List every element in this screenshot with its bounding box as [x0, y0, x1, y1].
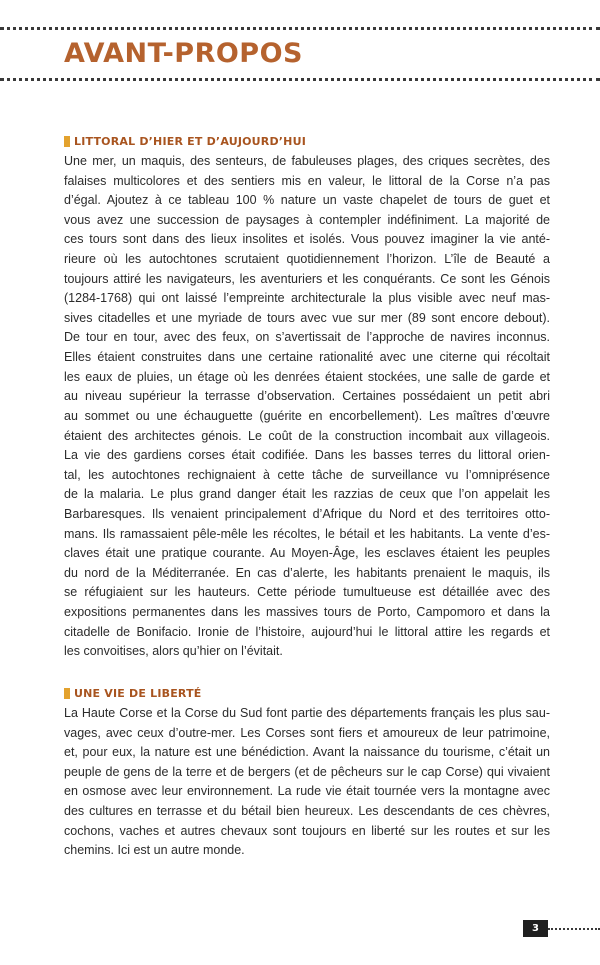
body-text-line: chemins. Ici est un autre monde. — [64, 843, 245, 858]
body-text-line: des cultures en terrasse et du bétail bien heureux. Les descendants de ces chèvres, — [64, 804, 550, 819]
footer-dotted-rule — [548, 928, 600, 930]
body-text-line: Une mer, un maquis, des senteurs, de fabuleuses plages, des criques secrètes, des — [64, 154, 550, 168]
body-text-line: Elles étaient construites dans une certaine rationalité avec une citerne qui récoltait — [64, 350, 550, 365]
body-text-line: sives citadelles et une myriade de tours avec vue sur mer (89 sont encore debout). — [64, 310, 550, 325]
body-text-line: toujours attiré les navigateurs, les aventuriers et les conquérants. Ce sont les Génois — [64, 271, 550, 286]
body-text-line: peuple de gens de la terre et de bergers (et de pêcheurs sur le cap Corse) qui vivaient — [64, 764, 550, 779]
body-text-line: les convoitises, alors qu’hier on l’évitait. — [64, 644, 283, 659]
heading-marker-icon — [64, 136, 70, 147]
top-dotted-rule — [0, 27, 600, 30]
body-text-line: La vie des gardiens corses était codifiée. Dans les basses terres du littoral orien- — [64, 448, 550, 463]
body-text-line: se réfugiaient sur les hauteurs. Cette période tumultueuse est détaillée avec des — [64, 585, 550, 600]
body-text-line: d’égal. Ajoutez à ce tableau 100 % nature un vaste chapelet de tours de guet et — [64, 193, 550, 208]
section-littoral — [64, 132, 550, 662]
body-text-line: les eaux de pluies, un étage où les denrées étaient stockées, une salle de garde et — [64, 369, 550, 384]
body-text-line: au niveau supérieur la terrasse d’observation. Certaines possédaient un petit abri — [64, 389, 550, 404]
body-text-line: La Haute Corse et la Corse du Sud font partie des départements français les plus sau- — [64, 706, 550, 720]
body-text-line: en osmose avec leur environnement. La rude vie était tournée vers la montagne avec — [64, 784, 550, 799]
section-liberte — [64, 684, 550, 861]
body-text-line: citadelle de Bonifacio. Ironie de l’histoire, aujourd’hui le littoral attire les regards et — [64, 624, 550, 639]
body-text-line: ces tours sont dans des lieux insolites et isolés. Vous pouvez imaginer la vie anté- — [64, 232, 550, 247]
title-bottom-dotted-rule — [0, 78, 600, 81]
body-text-line: étaient des architectes génois. Le coût de la construction incombait aux villageois. — [64, 428, 550, 443]
section-body — [64, 152, 550, 662]
section-heading-text: LITTORAL D’HIER ET D’AUJOURD’HUI — [74, 134, 307, 148]
body-text-line: mans. Ils ramassaient pêle-mêle les récoltes, le bétail et les habitants. La vente d’es- — [64, 526, 550, 541]
body-text-line: tal, les autochtones rechignaient à cette tâche de surveillance vu l’omniprésence — [64, 467, 550, 482]
body-text-line: au sommet ou une échauguette (guérite en encorbellement). Les maîtres d’œuvre — [64, 408, 550, 423]
body-text-line: expositions permanentes dans les massives tours de Porto, Campomoro et dans la — [64, 605, 550, 620]
section-heading — [64, 684, 550, 702]
body-text-line: (1284-1768) qui ont laissé l’empreinte architecturale la plus visible avec neuf mas- — [64, 291, 550, 306]
heading-marker-icon — [64, 688, 70, 699]
body-text-line: et, pour eux, la nature est une bénédiction. Avant la naissance du tourisme, c’était un — [64, 745, 550, 760]
body-text-line: falaises multicolores et des sentiers mis en valeur, le littoral de la Corse n’a pas — [64, 173, 550, 188]
body-text-line: Barbaresques. Ils venaient principalement d’Afrique du Nord et des territoires otto- — [64, 506, 550, 521]
body-text-line: cochons, vaches et autres chevaux sont toujours en liberté sur les routes et sur les — [64, 823, 550, 838]
body-text-line: vous avez une succession de paysages à contempler indéfiniment. La majorité de — [64, 212, 550, 227]
page-number: 3 — [523, 920, 548, 937]
section-heading — [64, 132, 550, 150]
body-text-line: de la malaria. Le plus grand danger était les razzias de ceux que l’on appelait les — [64, 487, 550, 502]
section-heading-text: UNE VIE DE LIBERTÉ — [74, 686, 202, 700]
body-text-line: claves était une pratique courante. Au Moyen-Âge, les esclaves étaient les peuples — [64, 546, 550, 561]
page-title: AVANT-PROPOS — [64, 38, 303, 69]
body-text-line: vages, avec ceux d’outre-mer. Les Corses sont fiers et amoureux de leur patrimoine, — [64, 725, 550, 740]
body-text-line: De tour en tour, avec des feux, on s’avertissait de l’approche de navires inconnus. — [64, 330, 550, 345]
body-text-line: rieure où les autochtones scrutaient quotidiennement l’horizon. L’île de Beauté a — [64, 252, 550, 267]
section-body — [64, 704, 550, 861]
body-text-line: du nord de la Méditerranée. En cas d’alerte, les habitants prenaient le maquis, ils — [64, 565, 550, 580]
